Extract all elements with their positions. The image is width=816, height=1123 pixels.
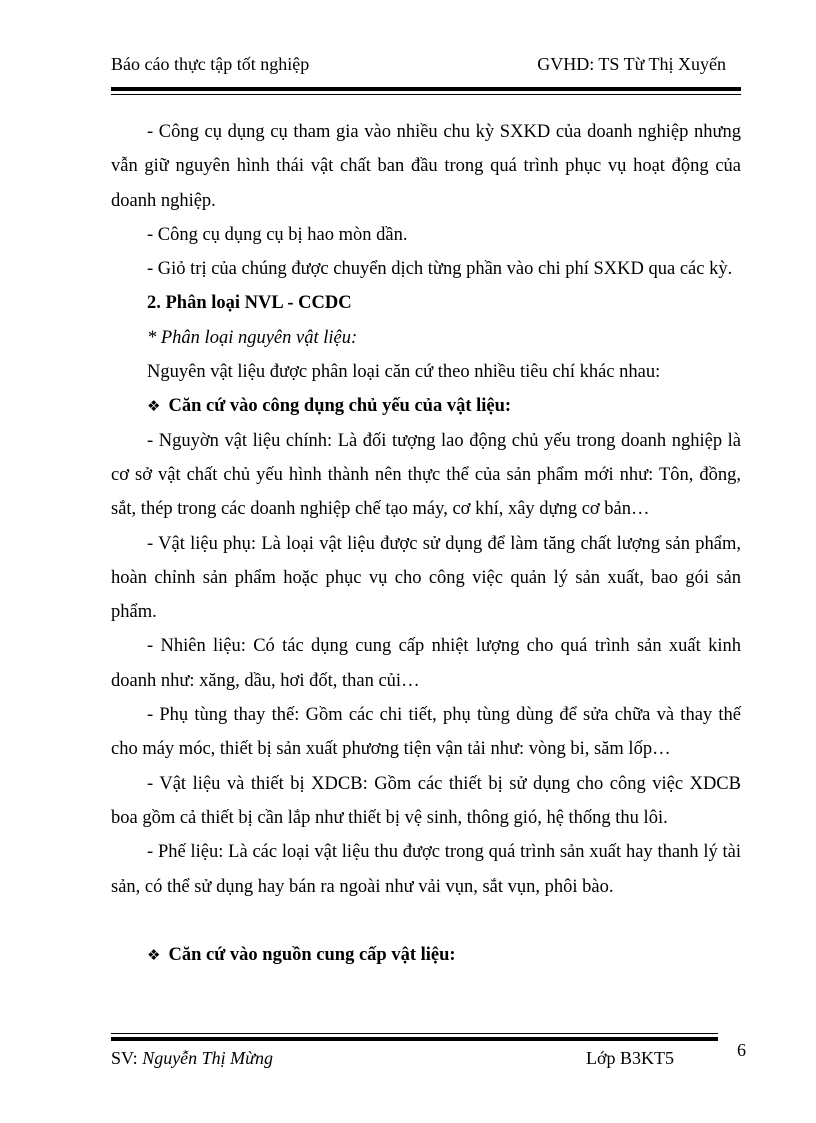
footer-student-name: Nguyễn Thị Mừng xyxy=(142,1048,273,1068)
header-rule-thick xyxy=(111,87,741,91)
header-advisor: GVHD: TS Từ Thị Xuyến xyxy=(537,54,726,74)
footer-rule-thick xyxy=(111,1037,718,1041)
bullet-heading xyxy=(111,938,741,972)
paragraph: Nguyên vật liệu được phân loại căn cứ theo nhiều tiêu chí khác nhau: xyxy=(147,362,661,383)
bullet-heading xyxy=(111,389,741,423)
bullet-heading-text: Căn cứ vào công dụng chủ yếu của vật liệu: xyxy=(168,396,512,417)
footer-student-label: SV: xyxy=(111,1048,138,1068)
diamond-bullet-icon: ❖ xyxy=(147,945,161,964)
section-heading: 2. Phân loại NVL - CCDC xyxy=(147,293,352,314)
paragraph: - Phụ tùng thay thế: Gồm các chi tiết, phụ tùng dùng để sửa chữa và thay thế cho máy móc, thiết bị sản xuất phương tiện vận tải như: vòng bi, săm lốp… xyxy=(111,705,741,760)
footer-student xyxy=(111,1048,273,1069)
paragraph: - Nguyờn vật liệu chính: Là đối tượng lao động chủ yếu trong doanh nghiệp là cơ sở vật chất chủ yếu hình thành nên thực thể của sản phẩm mới như: Tôn, đồng, sắt, thép trong các doanh nghiệp chế tạo máy, cơ khí, xây dựng cơ bản… xyxy=(111,430,741,520)
document-body xyxy=(111,115,741,972)
footer-rule-thin xyxy=(111,1033,718,1034)
blank-line xyxy=(111,904,741,938)
bullet-heading-text: Căn cứ vào nguồn cung cấp vật liệu: xyxy=(168,944,456,965)
header-rule-thin xyxy=(111,94,741,95)
paragraph: - Vật liệu và thiết bị XDCB: Gồm các thiết bị sử dụng cho công việc XDCB boa gồm cả thiết bị cần lắp như thiết bị vệ sinh, thông gió, hệ thống thu lôi. xyxy=(111,773,741,828)
page-number: 6 xyxy=(737,1040,746,1060)
paragraph: - Công cụ dụng cụ tham gia vào nhiều chu kỳ SXKD của doanh nghiệp nhưng vẫn giữ nguyên hình thái vật chất ban đầu trong quá trình phục vụ hoạt động của doanh nghiệp. xyxy=(111,122,741,211)
paragraph: - Vật liệu phụ: Là loại vật liệu được sử dụng để làm tăng chất lượng sản phẩm, hoàn chỉnh sản phẩm hoặc phục vụ cho công việc quản lý sản xuất, bao gói sản phẩm. xyxy=(111,533,741,623)
paragraph: - Công cụ dụng cụ bị hao mòn dần. xyxy=(147,224,408,245)
paragraph: - Nhiên liệu: Có tác dụng cung cấp nhiệt lượng cho quá trình sản xuất kinh doanh như: xăng, dầu, hơi đốt, than củi… xyxy=(111,636,741,691)
subsection-heading: * Phân loại nguyên vật liệu: xyxy=(147,327,358,348)
header-title: Báo cáo thực tập tốt nghiệp xyxy=(111,54,310,74)
paragraph: - Phế liệu: Là các loại vật liệu thu được trong quá trình sản xuất hay thanh lý tài sản, có thể sử dụng hay bán ra ngoài như vải vụn, sắt vụn, phôi bào. xyxy=(111,842,741,897)
diamond-bullet-icon: ❖ xyxy=(147,397,161,416)
footer-class: Lớp B3KT5 xyxy=(586,1048,675,1068)
paragraph: - Giỏ trị của chúng được chuyển dịch từng phần vào chi phí SXKD qua các kỳ. xyxy=(147,259,733,280)
